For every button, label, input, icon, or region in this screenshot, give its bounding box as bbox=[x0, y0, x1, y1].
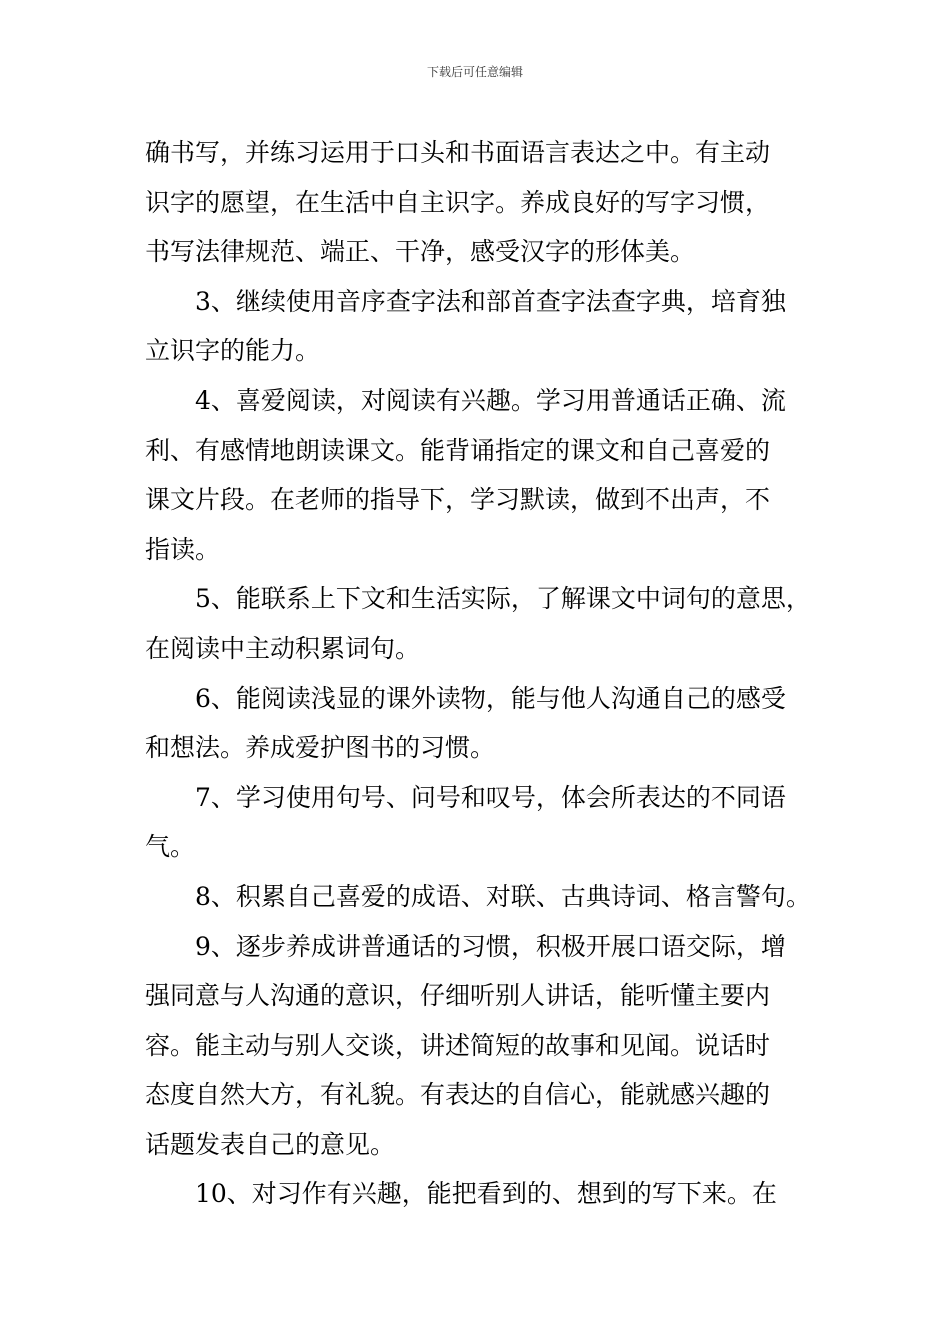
text-line: 态度自然大方，有礼貌。有表达的自信心，能就感兴趣的 bbox=[145, 1080, 771, 1110]
paragraph-start-line: 6、能阅读浅显的课外读物，能与他人沟通自己的感受 bbox=[195, 683, 786, 713]
paragraph-start-line: 4、喜爱阅读，对阅读有兴趣。学习用普通话正确、流 bbox=[195, 385, 786, 415]
paragraph-start-line: 9、逐步养成讲普通话的习惯，积极开展口语交际，增 bbox=[195, 931, 786, 961]
text-line: 确书写，并练习运用于口头和书面语言表达之中。有主动 bbox=[145, 138, 771, 167]
paragraph-start-line: 10、对习作有兴趣，能把看到的、想到的写下来。在 bbox=[195, 1179, 777, 1209]
text-line: 课文片段。在老师的指导下，学习默读，做到不出声，不 bbox=[145, 485, 771, 515]
text-line: 话题发表自己的意见。 bbox=[145, 1129, 396, 1159]
text-line: 指读。 bbox=[145, 534, 221, 564]
text-line: 气。 bbox=[145, 832, 196, 862]
document-body bbox=[145, 128, 810, 1219]
page-header: 下载后可任意编辑 bbox=[426, 65, 523, 79]
text-line: 书写法律规范、端正、干净，感受汉字的形体美。 bbox=[145, 237, 696, 267]
text-line: 和想法。养成爱护图书的习惯。 bbox=[145, 733, 496, 763]
paragraph-start-line: 7、学习使用句号、问号和叹号，体会所表达的不同语 bbox=[195, 782, 786, 812]
text-line: 在阅读中主动积累词句。 bbox=[145, 633, 421, 663]
text-line: 容。能主动与别人交谈，讲述简短的故事和见闻。说话时 bbox=[145, 1030, 771, 1060]
text-line: 利、有感情地朗读课文。能背诵指定的课文和自己喜爱的 bbox=[145, 435, 771, 465]
text-line: 识字的愿望，在生活中自主识字。养成良好的写字习惯， bbox=[145, 187, 771, 217]
text-line: 强同意与人沟通的意识，仔细听别人讲话，能听懂主要内 bbox=[145, 981, 771, 1011]
text-line: 立识字的能力。 bbox=[145, 336, 321, 366]
paragraph-start-line: 5、能联系上下文和生活实际，了解课文中词句的意思， bbox=[195, 584, 811, 614]
paragraph-start-line: 3、继续使用音序查字法和部首查字法查字典，培育独 bbox=[195, 286, 786, 316]
paragraph-start-line: 8、积累自己喜爱的成语、对联、古典诗词、格言警句。 bbox=[195, 881, 811, 911]
